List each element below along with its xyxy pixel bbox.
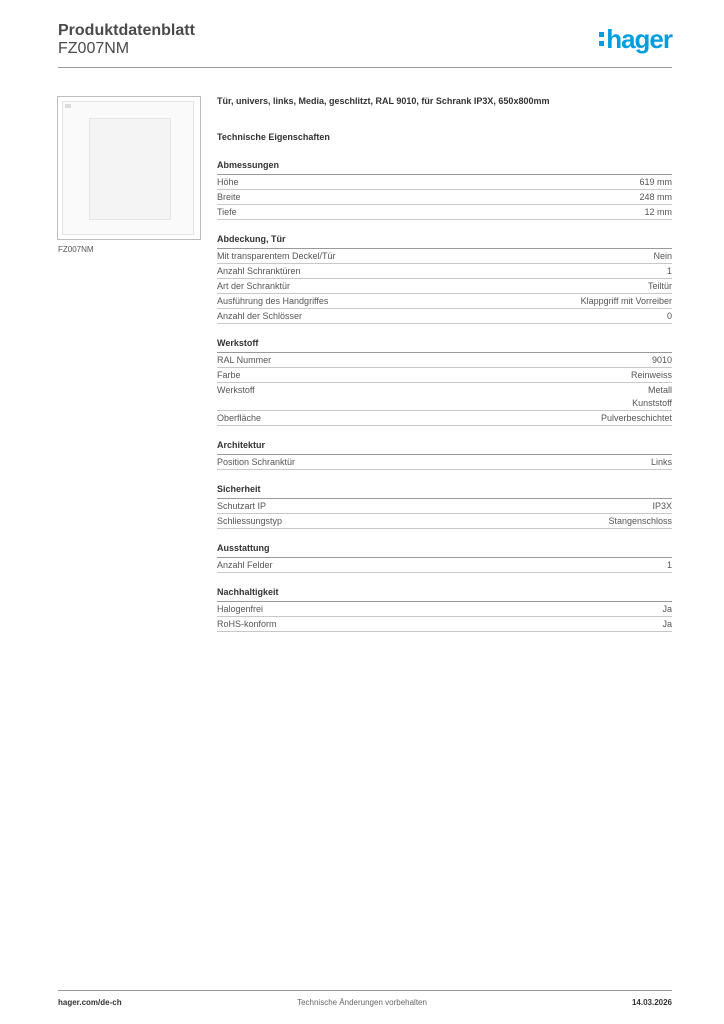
hager-logo — [599, 24, 672, 54]
property-row — [217, 175, 672, 190]
property-value: Kunststoff — [632, 398, 672, 408]
property-value: 1 — [666, 266, 672, 276]
property-label: Anzahl der Schlösser — [217, 311, 303, 321]
property-row — [217, 499, 672, 514]
property-value: 9010 — [651, 355, 672, 365]
property-row — [217, 190, 672, 205]
property-label: Breite — [217, 192, 241, 202]
property-value: Metall — [647, 385, 672, 395]
property-row — [217, 279, 672, 294]
property-label: Oberfläche — [217, 413, 262, 423]
document-title: Produktdatenblatt — [58, 22, 195, 39]
section-title: Sicherheit — [217, 478, 672, 499]
property-value: Pulverbeschichtet — [600, 413, 672, 423]
section-werkstoff — [217, 332, 672, 426]
header-divider — [58, 67, 672, 68]
property-row — [217, 353, 672, 368]
section-sicherheit — [217, 478, 672, 529]
property-value: 248 mm — [639, 192, 672, 202]
footer-date: 14.03.2026 — [631, 998, 672, 1007]
section-abdeckung — [217, 228, 672, 324]
section-title: Werkstoff — [217, 332, 672, 353]
property-row — [217, 294, 672, 309]
property-value: 0 — [666, 311, 672, 321]
product-image — [57, 96, 201, 240]
property-label: Anzahl Felder — [217, 560, 273, 570]
property-label: Art der Schranktür — [217, 281, 291, 291]
property-row — [217, 309, 672, 324]
property-label: RAL Nummer — [217, 355, 272, 365]
section-ausstattung — [217, 537, 672, 573]
property-label: Werkstoff — [217, 385, 255, 395]
property-row — [217, 264, 672, 279]
property-value-multiline — [632, 384, 672, 410]
property-label: Tiefe — [217, 207, 237, 217]
property-value: Reinweiss — [630, 370, 672, 380]
property-row — [217, 514, 672, 529]
section-title: Architektur — [217, 434, 672, 455]
property-label: Halogenfrei — [217, 604, 264, 614]
product-code: FZ007NM — [58, 40, 130, 57]
property-value: 12 mm — [644, 207, 672, 217]
property-row — [217, 383, 672, 411]
product-description: Tür, univers, links, Media, geschlitzt, RAL 9010, für Schrank IP3X, 650x800mm — [217, 96, 550, 106]
property-row — [217, 368, 672, 383]
section-title: Ausstattung — [217, 537, 672, 558]
property-label: Höhe — [217, 177, 239, 187]
property-label: Ausführung des Handgriffes — [217, 296, 329, 306]
property-row — [217, 205, 672, 220]
property-label: Mit transparentem Deckel/Tür — [217, 251, 336, 261]
section-abmessungen — [217, 154, 672, 220]
footer-website-link[interactable]: hager.com/de-ch — [58, 998, 122, 1007]
property-value: Links — [650, 457, 672, 467]
logo-text: hager — [606, 23, 672, 54]
technical-properties-heading: Technische Eigenschaften — [217, 132, 330, 142]
property-label: Position Schranktür — [217, 457, 296, 467]
property-label: Schliessungstyp — [217, 516, 283, 526]
property-label: Farbe — [217, 370, 241, 380]
section-nachhaltigkeit — [217, 581, 672, 632]
property-label: Anzahl Schranktüren — [217, 266, 301, 276]
property-row — [217, 617, 672, 632]
property-value: Klappgriff mit Vorreiber — [580, 296, 672, 306]
section-architektur — [217, 434, 672, 470]
footer-divider — [58, 990, 672, 991]
property-row — [217, 602, 672, 617]
property-row — [217, 455, 672, 470]
property-value: 619 mm — [639, 177, 672, 187]
property-label: RoHS-konform — [217, 619, 277, 629]
section-title: Abmessungen — [217, 154, 672, 175]
document-header — [58, 22, 672, 68]
logo-dots-icon — [599, 32, 604, 46]
property-value: Ja — [662, 619, 672, 629]
product-datasheet-content — [217, 96, 672, 632]
section-title: Nachhaltigkeit — [217, 581, 672, 602]
property-value: IP3X — [652, 501, 672, 511]
image-caption: FZ007NM — [58, 245, 94, 254]
footer-notice: Technische Änderungen vorbehalten — [297, 998, 427, 1007]
property-label: Schutzart IP — [217, 501, 267, 511]
property-value: Stangenschloss — [608, 516, 672, 526]
property-value: Teiltür — [647, 281, 672, 291]
property-value: Nein — [653, 251, 672, 261]
property-value: Ja — [662, 604, 672, 614]
section-title: Abdeckung, Tür — [217, 228, 672, 249]
property-row — [217, 249, 672, 264]
property-value: 1 — [666, 560, 672, 570]
door-illustration — [62, 101, 194, 235]
property-row — [217, 558, 672, 573]
property-row — [217, 411, 672, 426]
